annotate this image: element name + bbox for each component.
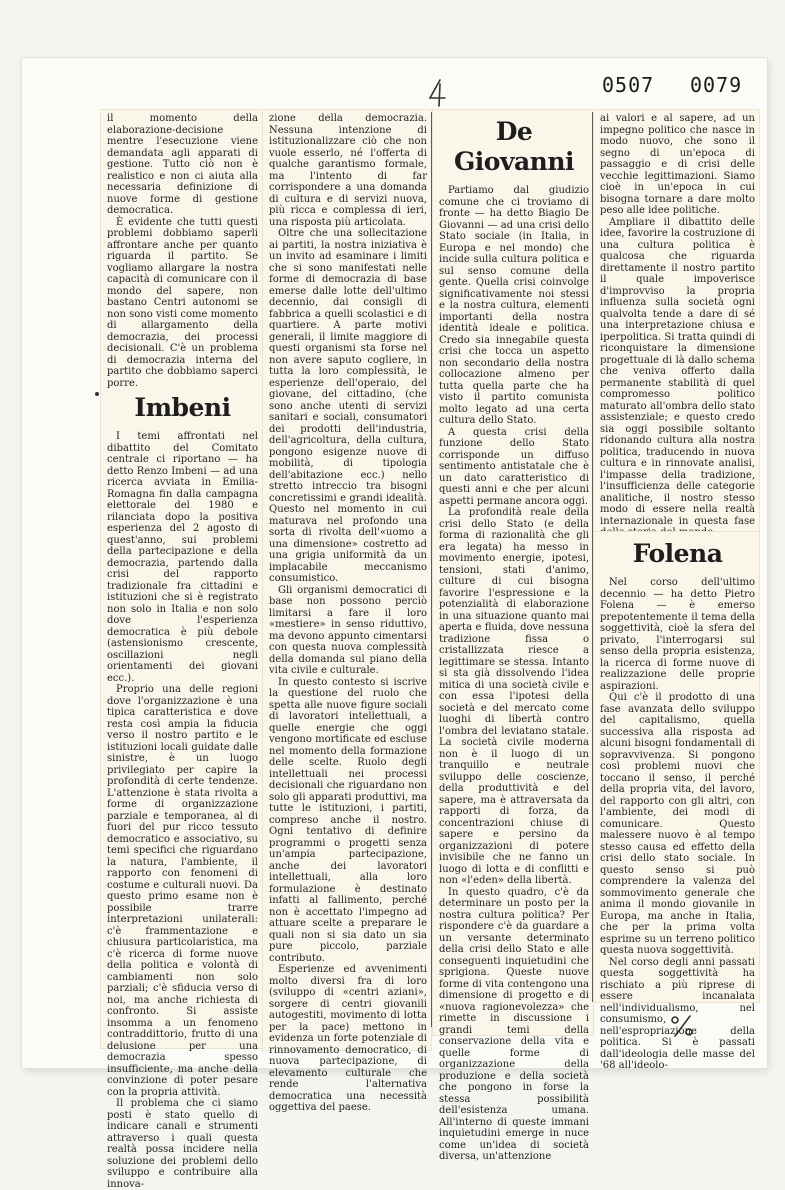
clipping-column-2 bbox=[263, 110, 431, 1113]
column-4-paragraph-2: Ampliare il dibattito delle idee, favorire la costruzione di una cultura politica è qualcosa che riguarda direttamente il nostro partito il quale impoverisce d'improvviso la propria influenza sulla società ogni qualvolta tende a dare di sé una interpretazione chiusa e iperpolitica. Si tratta quindi di riconquistare la dimensione progettuale di là dallo schema che veniva offerto dalla permanente stabilità di quel compromesso politico maturato all'ombra dello stato assistenziale; e questo credo sia oggi possibile soltanto ridonando cultura alla nostra politica, traducendo in nuova cultura e in rinnovate analisi, l'impasse della tradizione, l'insufficienza delle categorie analitiche, il nostro stesso modo di essere nella realtà internazionale in questa fase bbox=[600, 216, 755, 527]
column-2-paragraph-1: zione della democrazia. Nessuna intenzione di istituzionalizzare ciò che non vuole esserlo, né l'offerta di qualche garantismo formale, ma l'intento di far corrispondere a una domanda di cultura e di servizi nuova, più ricca e complessa di ieri, una risposta più articolata. bbox=[269, 113, 427, 228]
column-3-paragraph-2: A questa crisi della funzione dello Stato corrisponde un diffuso sentimento antistatale che è un dato caratteristico di questi anni e che per alcuni aspetti permane ancora oggi. bbox=[439, 426, 589, 507]
column-1-paragraph-4: Proprio una delle regioni dove l'organizzazione è una tipica caratteristica e dove resta così ampia la fiducia verso il nostro partito e le istituzioni locali guidate dalle sinistre, è un luogo privilegiato per capire la profondità di certe tendenze. L'attenzione è stata rivolta a forme di organizzazione parziale e temporanea, al di fuori del pur ricco tessuto democratico e associativo, su temi specifici che riguardano la natura, l'ambiente, il rapporto con fenomeni di costume e culturali nuovi. Da questo primo esame non è possibile trarre interpretazioni unilaterali: c'è frammentazione e chiusura particolaristica, ma c'è ricerca di forme nuove della politica e volontà di cambiamenti non solo parziali; c'è sfiducia verso di noi, ma anche richiesta di confronto. Si assiste insomma a un fenomeno contraddittorio, frutto di una delusione per una democrazia spesso insufficiente, ma anche della convinzione di poter pesare con la propria attività. bbox=[107, 684, 258, 1098]
column-5-paragraph-2: Qui c'è il prodotto di una fase avanzata dello sviluppo del capitalismo, quella successiva alla risposta ad alcuni bisogni fondamentali di sopravvivenza. Si pongono così problemi nuovi che toccano il senso, il perché della propria vita, del lavoro, del rapporto con gli altri, con l'ambiente, dei modi di comunicare. Questo malessere nuovo è al tempo stesso causa ed effetto della crisi dello stato sociale. In questo senso si può comprendere la valenza del sommovimento generale che anima il mondo giovanile in Europa, ma anche in Italia, che per la prima volta esprime su un terreno politico questa nuova soggettività. bbox=[600, 692, 755, 956]
column-5-paragraph-3: Nel corso degli anni passati questa soggettività ha rischiato a più riprese di essere incanalata nell'individualismo, nel consumismo, nell'espropriazione della politica. Si è passati dall'ideologia delle masse del '68 all'ideolo- bbox=[600, 956, 755, 1071]
column-rule-2 bbox=[592, 112, 593, 1002]
column-1-text bbox=[107, 113, 258, 1190]
heading-imbeni: Imbeni bbox=[134, 393, 231, 422]
margin-dot bbox=[95, 392, 99, 396]
column-1-paragraph-3: I temi affrontati nel dibattito del Comitato centrale ci riportano — ha detto Renzo Imbeni — ad una ricerca avviata in Emilia-Romagna fin dalla campagna elettorale del 1980 e rilanciata dopo la positiva esperienza del 2 agosto di quest'anno, sui problemi della partecipazione e della democrazia, partendo dalla crisi del rapporto tradizionale fra cittadini e istituzioni che si è registrato non solo in Italia e non solo dove l'esperienza democratica è più debole (astensionismo crescente, oscillazioni negli orientamenti dei giovani ecc.). bbox=[107, 431, 258, 684]
column-1-paragraph-5: Il problema che ci siamo posti è stato quello di indicare canali e strumenti attraverso i quali questa realtà possa incidere nella soluzione dei problemi dello sviluppo e contribuire alla innova- bbox=[107, 1098, 258, 1190]
column-2-text bbox=[269, 113, 427, 1113]
column-3-paragraph-4: In questo quadro, c'è da determinare un posto per la nostra cultura politica? Per rispondere c'è da guardare a un versante determinato della crisi dello Stato e alle conseguenti inquietudini che sprigiona. Queste nuove forme di vita contengono una dimensione di progetto e di «nuova ragionevolezza» che rimette in discussione i grandi temi della conservazione della vita e quelle forme di organizzazione della produzione e della società che pongono in forse la stessa possibilità dell'esistenza umana. All'interno di queste immani inquietudini emerge in nuce come un'idea di società diversa, un'attenzione bbox=[439, 886, 589, 1162]
column-5-text bbox=[600, 535, 755, 1071]
heading-de-giovanni: De Giovanni bbox=[453, 117, 575, 176]
column-3-text bbox=[439, 113, 589, 1162]
column-3-paragraph-1: Partiamo dal giudizio comune che ci troviamo di fronte — ha detto Biagio De Giovanni — ad una crisi dello Stato sociale (in Italia, in Europa e nel mondo) che incide sulla cultura politica e sul senso comune della gente. Quella crisi coinvolge significativamente noi stessi e la nostra cultura, elementi importanti della nostra identità ideale e politica. Credo sia innegabile questa crisi che tocca un aspetto non secondario della nostra collocazione almeno per tutta quella parte che ha visto il partito comunista molto legato ad una certa cultura dello Stato. bbox=[439, 185, 589, 426]
column-3-paragraph-3: La profondità reale della crisi dello Stato (e della forma di razionalità che gli era legata) ha messo in movimento energie, ipotesi, tensioni, stati d'animo, culture di cui bisogna favorire l'espressione e la potenzialità di elaborazione in una situazione quanto mai aperta e fluida, dove nessuna tradizione fissa o cristallizzata riesce a legittimare se stessa. Intanto si sta già dissolvendo l'idea mitica di una società civile e con essa l'ipotesi della società e del mercato come luoghi di libertà contro l'ombra del leviatano statale. La società civile moderna non è il luogo di un tranquillo e neutrale sviluppo delle coscienze, della produttività e del sapere, ma è attraversata da rapporti di forza, da concentrazioni chiuse di sapere e persino da organizzazioni di potere invisibile che ne fanno un luogo di lotta e di conflitti e non «l'eden» della libertà. bbox=[439, 507, 589, 886]
clipping-column-1 bbox=[101, 110, 262, 1190]
column-5-paragraph-1: Nel corso dell'ultimo decennio — ha detto Pietro Folena — è emerso prepotentemente il tema della soggettività, cioè la sfera del privato, l'interrogarsi sul senso della propria esistenza, la ricerca di forme nuove di realizzazione delle proprie aspirazioni. bbox=[600, 577, 755, 692]
column-1-paragraph-1: il momento della elaborazione-decisione mentre l'esecuzione viene demandata agli apparati di gestione. Tutto ciò non è realistico e non ci aiuta alla necessaria definizione di nuove forme di gestione democratica. bbox=[107, 113, 258, 216]
column-1-paragraph-2: È evidente che tutti questi problemi dobbiamo saperli affrontare anche per quanto riguarda il partito. Se vogliamo allargare la nostra capacità di comunicare con il mondo del sapere, non bastano Centri autonomi se non sono visti come momento di allargamento della democrazia, dei processi decisionali. C'è un problema di democrazia interna del partito che dobbiamo saperci porre. bbox=[107, 216, 258, 389]
clipping-column-5 bbox=[594, 532, 759, 1071]
column-4-paragraph-1: ai valori e al sapere, ad un impegno politico che nasce in modo nuovo, che sono il segno di un'epoca di passaggio e di crisi delle vecchie legittimazioni. Siamo cioè in un'epoca in cui bisogna tornare a dare molto peso alle idee politiche. bbox=[600, 113, 755, 216]
column-2-paragraph-5: Esperienze ed avvenimenti molto diversi fra di loro (sviluppo di «centri aziani», sorgere di centri giovanili autogestiti, movimento di lotta per la pace) mettono in evidenza un forte potenziale di rinnovamento democratico, di nuova partecipazione, di elevamento culturale che rende l'alternativa democratica una necessità oggettiva del paese. bbox=[269, 964, 427, 1113]
column-2-paragraph-4: In questo contesto si iscrive la questione del ruolo che spetta alle nuove figure sociali di lavoratori intellettuali, a quelle energie che oggi vengono mortificate ed escluse nel momento della formazione delle scelte. Ruolo degli intellettuali nei processi decisionali che riguardano non solo gli apparati produttivi, ma tutte le istituzioni, i partiti, compreso anche il nostro. Ogni tentativo di definire programmi o progetti senza un'ampia partecipazione, anche dei lavoratori intellettuali, alla loro formulazione è destinato infatti al fallimento, perché non è accettato l'impegno ad attuare scelte a preparare le quali non si sia dato un sia pure piccolo, parziale contributo. bbox=[269, 676, 427, 964]
column-rule-1 bbox=[431, 112, 432, 1027]
clipping-column-3 bbox=[433, 110, 593, 1162]
handwritten-mark-top bbox=[426, 78, 448, 108]
column-2-paragraph-2: Oltre che una sollecitazione ai partiti, la nostra iniziativa è un invito ad esaminare i limiti che si sono manifestati nelle forme di democrazia di base emerse dalle lotte dell'ultimo decennio, dai consigli di fabbrica a quelli scolastici e di quartiere. A parte motivi generali, il limite maggiore di questi organismi sta forse nel non avere saputo cogliere, in tutta la loro complessità, le esperienze dell'operaio, del giovane, del cittadino, (che sono anche utenti di servizi sanitari e sociali, consumatori dei prodotti dell'industria, dell'agricoltura, della cultura, pongono esigenze nuove di mobilità, di tipologia dell'abitazione ecc.) nello stretto intreccio tra bisogni concretissimi e grandi idealità. Questo nel momento in cui maturava nel profondo una sorta di rivolta dell'«uomo a una dimensione» costretto ad una grigia uniformità da un implacabile meccanismo consumistico. bbox=[269, 228, 427, 584]
heading-folena: Folena bbox=[632, 539, 723, 568]
column-2-paragraph-3: Gli organismi democratici di base non possono perciò limitarsi a fare il loro «mestiere» in senso riduttivo, ma devono appunto cimentarsi con questa nuova complessità della domanda sul piano della vita civile e culturale. bbox=[269, 584, 427, 676]
archive-stamp-left: 0507 bbox=[602, 73, 655, 97]
archive-stamp-right: 0079 bbox=[690, 73, 743, 97]
